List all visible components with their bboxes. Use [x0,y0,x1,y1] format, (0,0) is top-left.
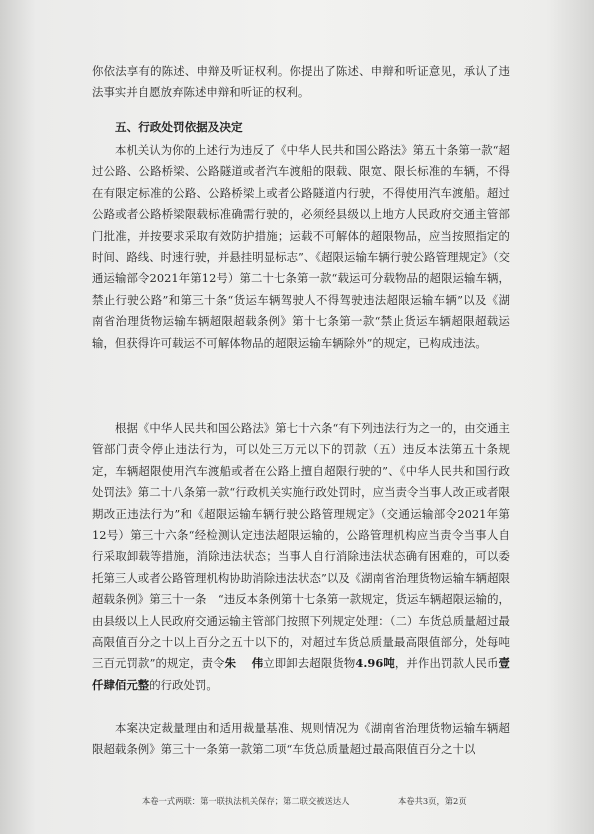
paragraph-legal-basis: 本机关认为你的上述行为违反了《中华人民共和国公路法》第五十条第一款“超过公路、公路桥梁、公路隧道或者汽车渡船的限载、限宽、限长标准的车辆，不得在有限定标准的公路、公路桥梁上或者公路隧道内行驶，不得使用汽车渡船。超过公路或者公路桥梁限载标准确需行驶的，必须经县级以上地方人民政府交通主管部门批准，并按要求采取有效防护措施；运载不可解体的超限物品，应当按照指定的时间、路线、时速行驶，并悬挂明显标志”、《超限运输车辆行驶公路管理规定》（交通运输部令2021年第12号）第二十七条第一款“载运可分载物品的超限运输车辆，禁止行驶公路”和第三十条“货运车辆驾驶人不得驾驶违法超限运输车辆”以及《湖南省治理货物运输车辆超限超载条例》第十七条第一款“禁止货运车辆超限超载运输，但获得许可载运不可解体物品的超限运输车辆除外”的规定，已构成违法。 [92,143,510,350]
footer-page-number: 本卷共3页，第2页 [398,796,467,806]
section-heading: 五、行政处罚依据及决定 [115,120,243,134]
decision-text-3: ，并作出罚款人民币 [394,656,499,671]
party-name: 朱 伟 [224,656,264,671]
decision-text-2: 立即卸去超限货物 [263,656,356,671]
fine-amount: 壹仟肆佰元整 [92,656,510,692]
decision-text: 根据《中华人民共和国公路法》第七十六条“有下列违法行为之一的，由交通主管部门责令停止违法行为，可以处三万元以下的罚款（五）违反本法第五十条规定，车辆超限使用汽车渡船或者在公路上擅自超限行驶的”、《中华人民共和国行政处罚法》第二十八条第一款“行政机关实施行政处罚时，应当责令当事人改正或者限期改正违法行为”和《超限运输车辆行驶公路管理规定》（交通运输部令2021年第12号）第三十六条“经检测认定违法超限运输的，公路管理机构应当责令当事人自行采取卸载等措施，消除违法状态；当事人自行消除违法状态确有困难的，可以委托第三人或者公路管理机构协助消除违法状态”以及《湖南省治理货物运输车辆超限超载条例》第三十一条 “违反本条例第十七条第一款规定，货运车辆超限运输的，由县级以上人民政府交通运输主管部门按照下列规定处理：（二）车货总质量超过最高限值百分之十以上百分之五十以下的，对超过车货总质量最高限值部分，处每吨三百元罚款”的规定，责令 [92,421,510,671]
footer-copies-note: 本卷一式两联：第一联执法机关保存；第二联交被送达人 [142,796,350,806]
overload-amount: 4.96吨 [355,656,395,671]
paragraph-rights: 你依法享有的陈述、申辩及听证权利。你提出了陈述、申辩和听证意见，承认了违法事实并自愿放弃陈述申辩和听证的权利。 [92,64,510,100]
paragraph-discretion: 本案决定裁量理由和适用裁量基准、规则情况为《湖南省治理货物运输车辆超限超载条例》第三十一条第一款第二项“车货总质量超过最高限值百分之十以 [92,721,510,757]
decision-text-4: 的行政处罚。 [149,677,218,692]
paragraph-penalty-decision [92,418,510,696]
